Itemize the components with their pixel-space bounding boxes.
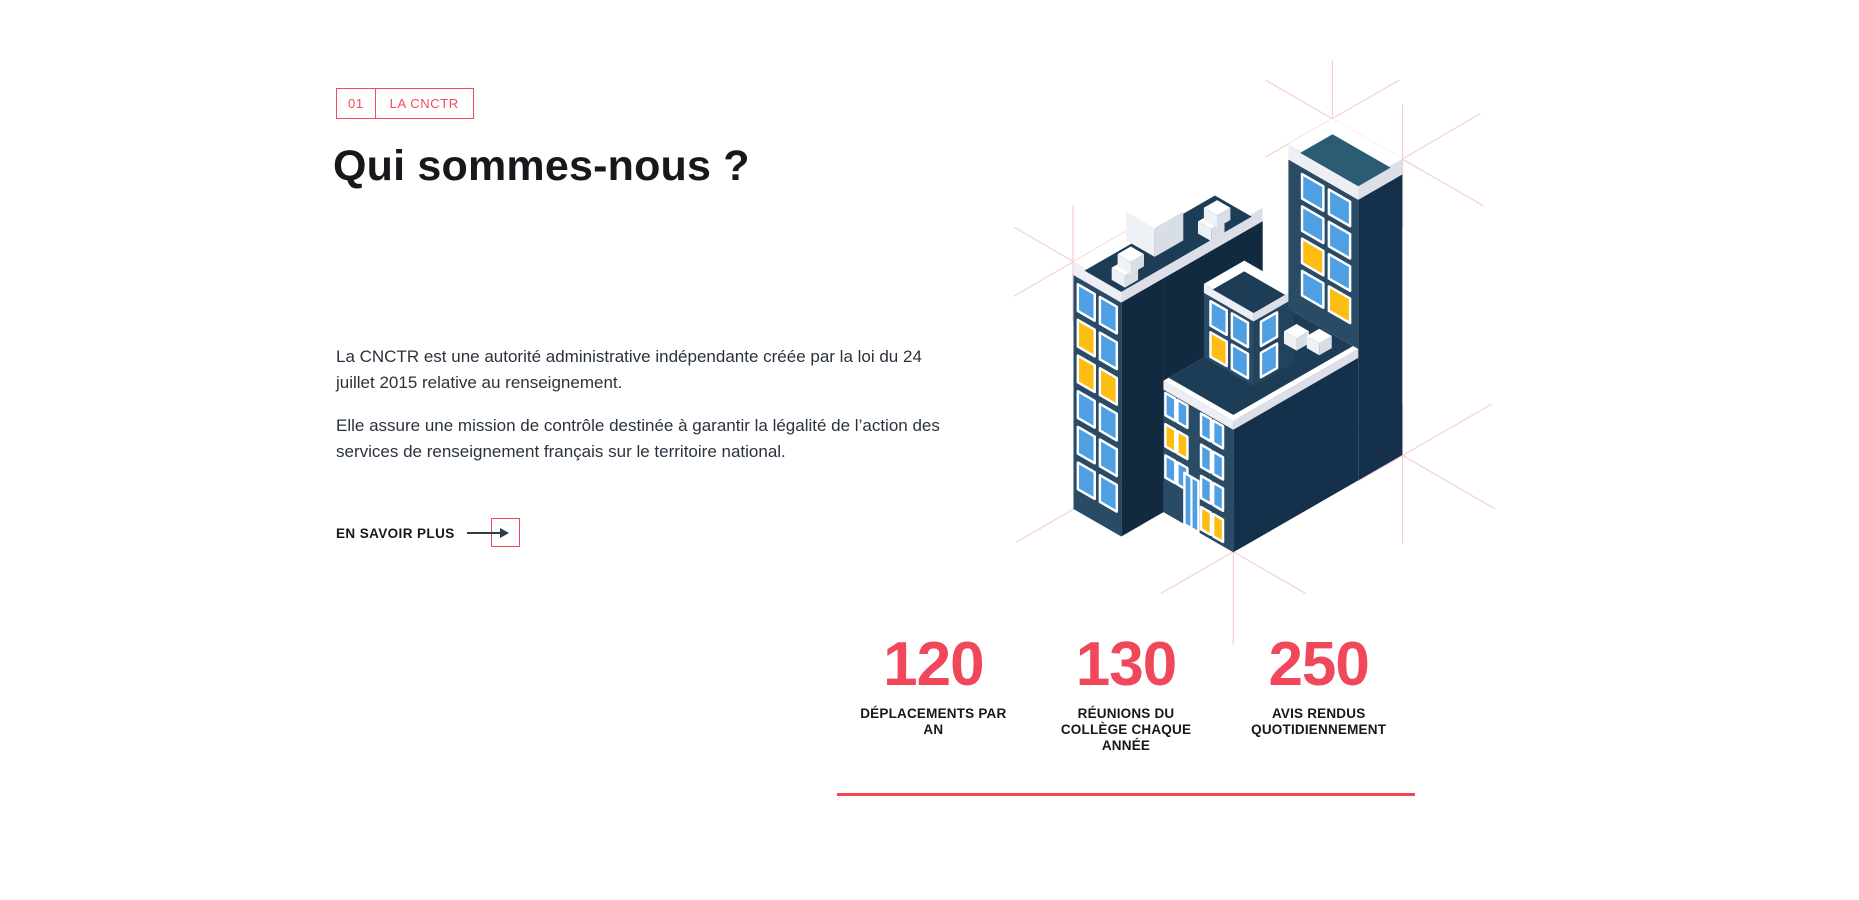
ac-units-courtyard xyxy=(1284,324,1332,355)
stat-value: 120 xyxy=(883,630,984,699)
page-title: Qui sommes-nous ? xyxy=(333,142,750,190)
stat-avis xyxy=(1222,630,1415,754)
learn-more-label: EN SAVOIR PLUS xyxy=(336,525,455,541)
stats-row xyxy=(837,630,1415,754)
section-badge xyxy=(336,88,474,119)
guide-lines xyxy=(1014,60,1495,645)
entrance-door xyxy=(1184,473,1198,532)
stat-deplacements xyxy=(837,630,1030,754)
stat-label: DÉPLACEMENTS PAR AN xyxy=(860,706,1007,737)
stats-divider xyxy=(837,793,1415,796)
front-block xyxy=(1163,349,1358,552)
section-label: LA CNCTR xyxy=(389,96,459,111)
tower xyxy=(1288,119,1402,481)
stat-label: AVIS RENDUS QUOTIDIENNEMENT xyxy=(1251,706,1387,737)
courtyard-parapet xyxy=(1163,346,1358,430)
building-illustration xyxy=(1005,40,1495,652)
section-number: 01 xyxy=(337,89,376,118)
intro-paragraph-1: La CNCTR est une autorité administrative indépendante créée par la loi du 24 juillet 2015 relative au renseignement. xyxy=(336,347,922,392)
left-wing xyxy=(1073,275,1163,536)
stat-value: 250 xyxy=(1268,630,1369,699)
courtyard-deck xyxy=(1163,309,1358,421)
ac-units-roof xyxy=(1112,195,1231,288)
arrow-right-icon xyxy=(466,518,520,548)
back-block xyxy=(1163,221,1262,381)
learn-more-link[interactable] xyxy=(336,518,520,548)
penthouse xyxy=(1204,261,1294,386)
stat-label: RÉUNIONS DU COLLÈGE CHAQUE ANNÉE xyxy=(1060,706,1192,753)
intro-paragraph-2: Elle assure une mission de contrôle destinée à garantir la légalité de l’action des services de renseignement français sur le territoire national. xyxy=(336,416,940,461)
roof-parapet xyxy=(1073,180,1262,302)
intro-text xyxy=(336,344,940,482)
stat-value: 130 xyxy=(1075,630,1177,699)
stat-reunions xyxy=(1030,630,1223,754)
